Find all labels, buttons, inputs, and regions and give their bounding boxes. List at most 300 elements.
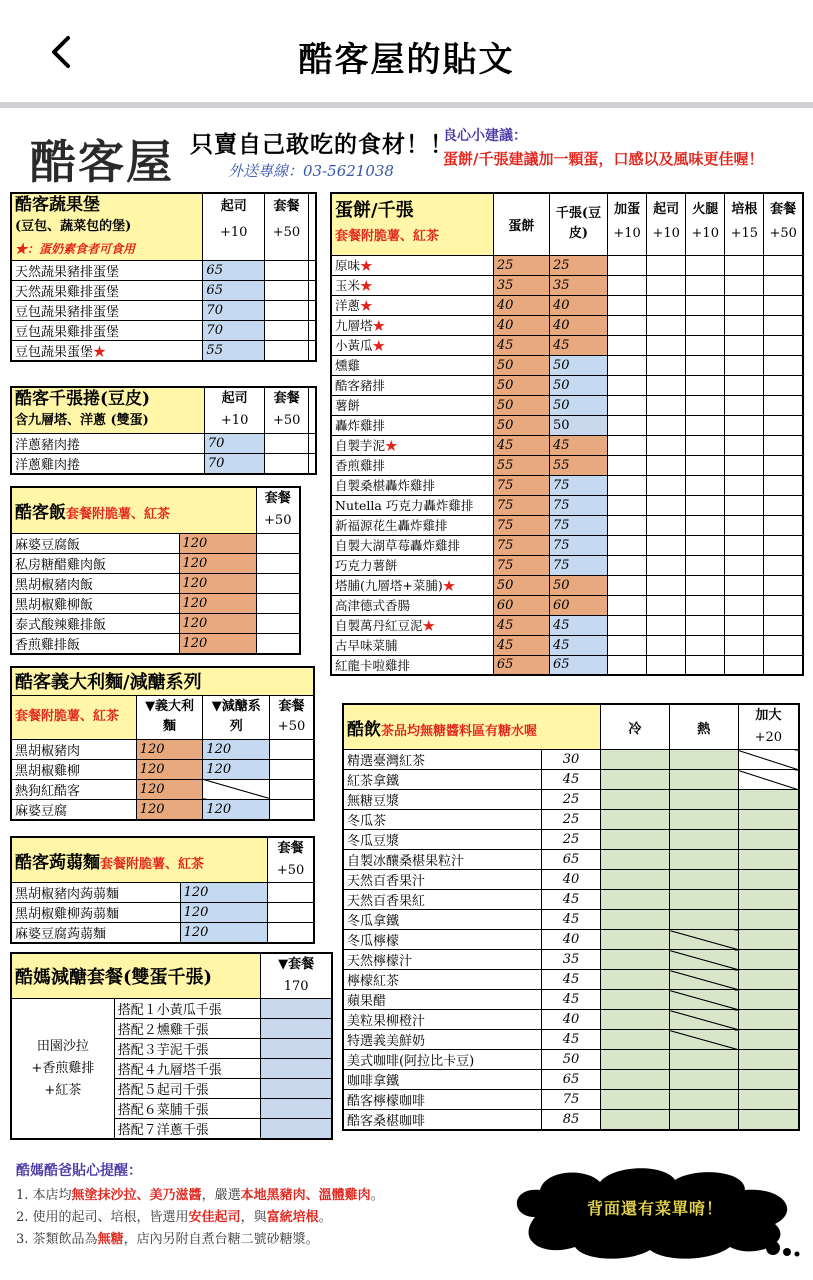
add-cell [608, 615, 647, 635]
item-price-qianzhang: 65 [549, 655, 607, 675]
add-cell [764, 315, 803, 335]
konjac-sub: 套餐附脆薯、紅茶 [100, 856, 205, 872]
large-cell [738, 750, 799, 770]
item-price: 120 [180, 903, 268, 923]
table-row [11, 321, 316, 341]
table-row [343, 1050, 799, 1070]
egg-header [331, 193, 493, 255]
set-cell [261, 1019, 332, 1039]
hint-emph: 無塗抹沙拉、美乃滋醬 [71, 1188, 202, 1203]
hot-cell [669, 870, 738, 890]
table-row [11, 573, 300, 593]
drinks-col-large [738, 704, 799, 750]
cheese-cell [264, 341, 308, 362]
item-name: 美粒果柳橙汁 [343, 1010, 542, 1030]
table-row [343, 770, 799, 790]
set-cell [268, 903, 314, 923]
item-price: 40 [542, 930, 601, 950]
col-label: 起司 [220, 199, 247, 214]
table-row [331, 515, 803, 535]
set-cell [261, 1039, 332, 1059]
add-cell [647, 555, 686, 575]
item-price: 45 [542, 890, 601, 910]
item-name: 搭配３芋泥千張 [114, 1039, 260, 1059]
cold-cell [600, 1030, 669, 1050]
table-row [343, 830, 799, 850]
add-cell [647, 635, 686, 655]
item-name: 香煎雞排飯 [11, 633, 179, 654]
table-row [331, 655, 803, 675]
add-cell [647, 275, 686, 295]
table-row [11, 453, 316, 474]
item-name: 天然檸檬汁 [343, 950, 542, 970]
table-row [343, 910, 799, 930]
add-cell [764, 435, 803, 455]
add-cell [725, 535, 764, 555]
table-row [331, 595, 803, 615]
item-price: 30 [542, 750, 601, 770]
hot-cell [669, 810, 738, 830]
add-cell [647, 295, 686, 315]
item-name: 黑胡椒雞柳蒟蒻麵 [11, 903, 180, 923]
col-value: +50 [277, 719, 306, 734]
item-name: 黑胡椒豬肉飯 [11, 573, 179, 593]
pasta-table [10, 666, 315, 821]
item-name: 燻雞 [331, 355, 493, 375]
table-row [331, 575, 803, 595]
egg-col-add [647, 193, 686, 255]
set-cell [256, 593, 300, 613]
add-cell [764, 535, 803, 555]
large-cell [738, 890, 799, 910]
table-row [11, 799, 314, 820]
item-price-spaghetti: 120 [136, 779, 203, 799]
add-cell [686, 455, 725, 475]
hot-cell [669, 990, 738, 1010]
item-name: 洋蔥雞肉捲 [11, 453, 204, 474]
table-row [331, 295, 803, 315]
item-name: 天然百香果汁 [343, 870, 542, 890]
set-cell [309, 301, 317, 321]
table-row [11, 301, 316, 321]
hot-cell [669, 1050, 738, 1070]
cheese-cell [265, 453, 309, 474]
set-cell [256, 573, 300, 593]
table-row [343, 1010, 799, 1030]
item-price-qianzhang: 35 [549, 275, 607, 295]
hint-text: ，店內另附自煮台糖二號砂糖漿。 [123, 1232, 319, 1247]
add-cell [608, 375, 647, 395]
item-price-qianzhang: 75 [549, 475, 607, 495]
pasta-header [11, 667, 314, 695]
set-cell [268, 883, 314, 903]
add-cell [686, 615, 725, 635]
cold-cell [600, 930, 669, 950]
item-name: 薯餅 [331, 395, 493, 415]
hot-cell [669, 770, 738, 790]
star-icon: ★ [360, 258, 373, 273]
add-cell [608, 475, 647, 495]
large-cell [738, 790, 799, 810]
set-cell [270, 759, 314, 779]
hot-cell [669, 1010, 738, 1030]
hint-text: 2. 使用的起司、培根，皆選用 [16, 1210, 189, 1225]
drinks-col-cold: 冷 [600, 704, 669, 750]
table-row [331, 255, 803, 275]
item-name: 搭配２燻雞千張 [114, 1019, 260, 1039]
item-name: 九層塔★ [331, 315, 493, 335]
table-row [11, 923, 314, 944]
item-price: 70 [204, 433, 264, 453]
hint-text: 1. 本店均 [16, 1188, 72, 1203]
add-cell [647, 515, 686, 535]
item-price-pancake: 45 [493, 615, 549, 635]
konjac-table [10, 836, 315, 944]
item-name: 天然蔬果雞排蛋堡 [11, 281, 203, 301]
item-price-pancake: 45 [493, 435, 549, 455]
table-row [343, 810, 799, 830]
table-row [11, 779, 314, 799]
hint-emph: 本地黑豬肉、溫體雞肉 [240, 1188, 371, 1203]
item-name: 搭配１小黃瓜千張 [114, 999, 260, 1019]
table-row [11, 883, 314, 903]
item-price-pancake: 35 [493, 275, 549, 295]
add-cell [608, 295, 647, 315]
col-label: 套餐 [273, 391, 300, 407]
large-cell [738, 830, 799, 850]
table-row [331, 355, 803, 375]
cold-cell [600, 830, 669, 850]
pasta-set-col [270, 695, 314, 739]
item-price-qianzhang: 45 [549, 635, 607, 655]
item-name: 冬瓜茶 [343, 810, 542, 830]
col-label: 套餐 [277, 841, 304, 856]
item-name: 私房糖醋雞肉飯 [11, 553, 179, 573]
table-row [331, 275, 803, 295]
large-cell [738, 1030, 799, 1050]
item-name: 搭配４九層塔千張 [114, 1059, 260, 1079]
table-row [343, 790, 799, 810]
col-value: +10 [613, 226, 641, 241]
table-row [343, 870, 799, 890]
add-cell [764, 635, 803, 655]
add-cell [764, 415, 803, 435]
item-name: 豆包蔬果蛋堡★ [11, 341, 203, 362]
large-cell [738, 1050, 799, 1070]
add-cell [647, 615, 686, 635]
add-cell [764, 375, 803, 395]
add-cell [725, 655, 764, 675]
item-name: 黑胡椒豬肉 [11, 739, 136, 759]
burger-sub: (豆包、蔬菜包的堡) [15, 219, 132, 234]
item-name: 黑胡椒雞柳飯 [11, 593, 179, 613]
hot-cell [669, 890, 738, 910]
add-cell [725, 255, 764, 275]
item-name: 特選義美鮮奶 [343, 1030, 542, 1050]
item-name: 冬瓜豆漿 [343, 830, 542, 850]
table-row [343, 890, 799, 910]
item-price-qianzhang: 75 [549, 515, 607, 535]
cold-cell [600, 890, 669, 910]
item-name: 古早味菜脯 [331, 635, 493, 655]
lowcarb-title: 酷媽減醣套餐(雙蛋千張) [15, 967, 213, 988]
item-price: 45 [542, 970, 601, 990]
hot-cell [669, 790, 738, 810]
roll-header [11, 387, 204, 433]
add-cell [725, 515, 764, 535]
item-name: 美式咖啡(阿拉比卡豆) [343, 1050, 542, 1070]
item-price-spaghetti: 120 [136, 739, 203, 759]
burger-title: 酷客蔬果堡 [15, 195, 100, 215]
hot-cell [669, 1030, 738, 1050]
add-cell [608, 655, 647, 675]
table-row [11, 261, 316, 281]
item-price-pancake: 50 [493, 575, 549, 595]
table-row [331, 535, 803, 555]
item-price-pancake: 50 [493, 375, 549, 395]
add-cell [764, 335, 803, 355]
item-price-qianzhang: 25 [549, 255, 607, 275]
large-cell [738, 930, 799, 950]
add-cell [608, 355, 647, 375]
hint-line-3 [16, 1228, 319, 1247]
item-price-pancake: 50 [493, 355, 549, 375]
item-price: 120 [179, 593, 256, 613]
table-row [331, 635, 803, 655]
hot-cell [669, 1110, 738, 1131]
item-name: 小黃瓜★ [331, 335, 493, 355]
star-icon: ★ [442, 578, 456, 593]
col-value: +50 [264, 513, 292, 529]
table-row [343, 750, 799, 770]
col-value: +50 [276, 863, 305, 878]
add-cell [725, 275, 764, 295]
item-name: 蘋果醋 [343, 990, 542, 1010]
add-cell [608, 515, 647, 535]
add-cell [686, 495, 725, 515]
roll-set-col [265, 387, 309, 433]
add-cell [686, 355, 725, 375]
set-cell [256, 533, 300, 553]
star-icon: ★ [360, 298, 373, 313]
add-cell [764, 255, 803, 275]
item-name: 麻婆豆腐 [11, 799, 136, 820]
table-row [343, 990, 799, 1010]
add-cell [725, 335, 764, 355]
set-cell [256, 613, 300, 633]
add-cell [686, 575, 725, 595]
set-cell [270, 739, 314, 759]
egg-col-add [725, 193, 764, 255]
item-price: 120 [179, 573, 256, 593]
item-name: 高津德式香腸 [331, 595, 493, 615]
set-cell [268, 923, 314, 944]
egg-col-qianzhang: 千張(豆皮) [549, 193, 607, 255]
col-value: +15 [730, 226, 759, 241]
page-title: 酷客屋的貼文 [298, 40, 515, 80]
drinks-header [343, 704, 600, 750]
drinks-sub: 茶品均無糖醬料區有糖水喔 [381, 723, 538, 739]
tip-body: 蛋餅/千張建議加一顆蛋，口感以及風味更佳喔！ [443, 150, 764, 168]
hot-cell [669, 950, 738, 970]
logo: 酷客屋 [30, 135, 174, 189]
item-price: 70 [204, 453, 264, 474]
add-cell [725, 475, 764, 495]
cold-cell [600, 750, 669, 770]
add-cell [608, 635, 647, 655]
item-name: 自製大湖草莓轟炸雞排 [331, 535, 493, 555]
add-cell [725, 355, 764, 375]
item-name: 豆包蔬果雞排蛋堡 [11, 321, 203, 341]
table-row [343, 1030, 799, 1050]
set-cell [256, 553, 300, 573]
large-cell [738, 810, 799, 830]
set-cell [309, 453, 317, 474]
cold-cell [600, 910, 669, 930]
item-name: 原味★ [331, 255, 493, 275]
roll-cheese-col [204, 387, 264, 433]
set-cell [270, 779, 314, 799]
large-cell [738, 1090, 799, 1110]
add-cell [608, 255, 647, 275]
konjac-header [11, 837, 268, 883]
add-cell [647, 335, 686, 355]
item-price: 25 [542, 810, 601, 830]
hint-text: 3. 茶類飲品為 [16, 1232, 98, 1247]
cold-cell [600, 1050, 669, 1070]
col-value: +10 [691, 226, 719, 241]
table-row [11, 281, 316, 301]
item-price: 45 [542, 990, 601, 1010]
item-price: 45 [542, 770, 601, 790]
item-price: 65 [203, 261, 265, 281]
col-value: +10 [220, 413, 249, 429]
add-cell [686, 335, 725, 355]
burger-note: ★：蛋奶素食者可食用 [15, 242, 136, 256]
add-cell [647, 455, 686, 475]
add-cell [647, 495, 686, 515]
item-price: 25 [542, 830, 601, 850]
col-label: 套餐 [273, 199, 300, 214]
set-cell [256, 633, 300, 654]
lowcarb-header [11, 953, 261, 999]
add-cell [686, 415, 725, 435]
hint-text: 。 [318, 1210, 332, 1225]
hot-cell [669, 1090, 738, 1110]
item-name: 精選臺灣紅茶 [343, 750, 542, 770]
item-price: 85 [542, 1110, 601, 1131]
cold-cell [600, 850, 669, 870]
item-price-spaghetti: 120 [136, 799, 203, 820]
add-cell [764, 395, 803, 415]
hot-cell [669, 910, 738, 930]
table-row [11, 759, 314, 779]
add-cell [725, 455, 764, 475]
item-price-pancake: 75 [493, 495, 549, 515]
add-cell [725, 415, 764, 435]
item-name: 巧克力薯餅 [331, 555, 493, 575]
add-cell [686, 435, 725, 455]
item-price-pancake: 75 [493, 515, 549, 535]
add-cell [764, 515, 803, 535]
item-price-qianzhang: 50 [549, 355, 607, 375]
add-cell [725, 395, 764, 415]
hot-cell [669, 1070, 738, 1090]
add-cell [725, 295, 764, 315]
egg-col-add [764, 193, 803, 255]
add-cell [764, 295, 803, 315]
hot-cell [669, 970, 738, 990]
cheese-cell [264, 301, 308, 321]
tip-title: 良心小建議： [443, 128, 527, 144]
item-price: 45 [542, 910, 601, 930]
konjac-set-col [268, 837, 314, 883]
add-cell [608, 395, 647, 415]
col-label: 套餐 [278, 699, 305, 714]
item-name: 泰式酸辣雞排飯 [11, 613, 179, 633]
add-cell [608, 535, 647, 555]
large-cell [738, 770, 799, 790]
pasta-sub: 套餐附脆薯、紅茶 [11, 695, 136, 739]
cheese-cell [264, 281, 308, 301]
cold-cell [600, 1010, 669, 1030]
col-value: +10 [219, 225, 248, 240]
item-price-pancake: 40 [493, 295, 549, 315]
table-row [343, 970, 799, 990]
add-cell [725, 555, 764, 575]
item-name: 轟炸雞排 [331, 415, 493, 435]
table-row [343, 1090, 799, 1110]
item-price: 40 [542, 1010, 601, 1030]
add-cell [608, 555, 647, 575]
table-row [11, 593, 300, 613]
rice-title: 酷客飯 [15, 502, 66, 523]
add-cell [725, 495, 764, 515]
hint-text: ，與 [240, 1210, 267, 1225]
item-name: 無糖豆漿 [343, 790, 542, 810]
star-icon: ★ [385, 438, 398, 453]
roll-sub: 含九層塔、洋蔥 (雙蛋) [15, 413, 149, 429]
table-row [11, 533, 300, 553]
add-cell [686, 475, 725, 495]
hot-cell [669, 750, 738, 770]
cheese-cell [264, 321, 308, 341]
add-cell [686, 375, 725, 395]
roll-table [10, 386, 317, 475]
item-price: 65 [542, 1070, 601, 1090]
set-cell [261, 1119, 332, 1140]
cold-cell [600, 970, 669, 990]
item-price-pancake: 45 [493, 635, 549, 655]
item-price: 70 [203, 321, 265, 341]
egg-col-add [608, 193, 647, 255]
item-price: 70 [203, 301, 265, 321]
add-cell [764, 455, 803, 475]
cold-cell [600, 790, 669, 810]
burger-header [11, 193, 203, 261]
item-name: 塔脯(九層塔+菜脯)★ [331, 575, 493, 595]
item-name: 檸檬紅茶 [343, 970, 542, 990]
item-price: 120 [179, 613, 256, 633]
item-name: 自製冰釀桑椹果粒汁 [343, 850, 542, 870]
table-row [343, 930, 799, 950]
item-price-qianzhang: 75 [549, 495, 607, 515]
set-cell [309, 281, 317, 301]
item-price-qianzhang: 50 [549, 375, 607, 395]
table-row [331, 415, 803, 435]
burger-cheese-col [203, 193, 265, 261]
add-cell [647, 375, 686, 395]
